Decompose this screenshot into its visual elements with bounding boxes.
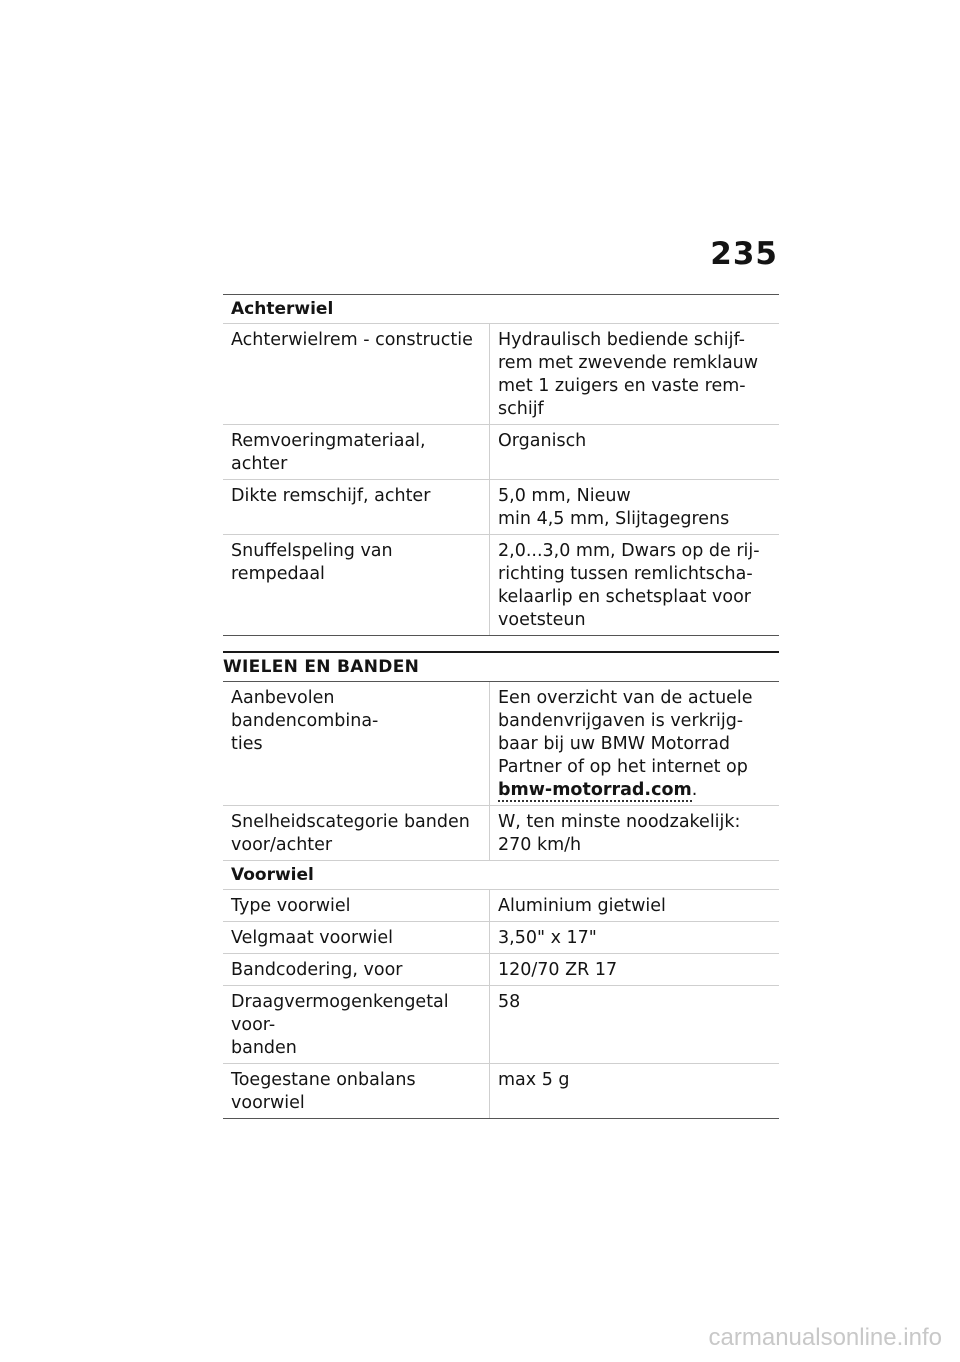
spec-value [489, 682, 779, 805]
page-number: 235 [710, 236, 778, 272]
spec-label: Snuffelspeling van rempedaal [231, 541, 393, 584]
voorwiel-heading: Voorwiel [223, 861, 779, 890]
table-row [223, 890, 779, 922]
spec-value: 2,0...3,0 mm, Dwars op de rij- richting tussen remlichtscha- kelaarlip en schetsplaat voor voetsteun [489, 535, 779, 635]
table-row [223, 986, 779, 1064]
table-row [223, 535, 779, 636]
bmw-motorrad-link[interactable]: bmw-motorrad.com [498, 780, 692, 800]
spec-value: Hydraulisch bediende schijf- rem met zwevende remklauw met 1 zuigers en vaste rem- schijf [489, 324, 779, 424]
spec-label: Bandcodering, voor [231, 960, 403, 980]
table-row [223, 425, 779, 480]
spec-label: Velgmaat voorwiel [231, 928, 394, 948]
table-row [223, 806, 779, 861]
spec-value: 3,50" x 17" [489, 922, 779, 953]
spec-label: Aanbevolen bandencombina- ties [231, 688, 379, 754]
spec-content [223, 294, 779, 1119]
link-suffix: . [691, 780, 698, 800]
spec-value: 120/70 ZR 17 [489, 954, 779, 985]
spec-label: Achterwielrem - constructie [231, 330, 473, 350]
spec-label: Draagvermogenkengetal voor- banden [231, 992, 449, 1058]
spec-value: W, ten minste noodzakelijk: 270 km/h [489, 806, 779, 860]
spec-value: 5,0 mm, Nieuw min 4,5 mm, Slijtagegrens [489, 480, 779, 534]
watermark: carmanualsonline.info [708, 1324, 942, 1351]
section-title: WIELEN EN BANDEN [223, 651, 779, 682]
spec-value-text: Een overzicht van de actuele bandenvrijgaven is verkrijg- baar bij uw BMW Motorrad Partner of op het internet op [498, 688, 753, 777]
spec-value: max 5 g [489, 1064, 779, 1118]
spec-value: Aluminium gietwiel [489, 890, 779, 921]
spec-value: Organisch [489, 425, 779, 479]
spec-label: Remvoeringmateriaal, achter [231, 431, 426, 474]
spec-label: Toegestane onbalans voorwiel [231, 1070, 416, 1113]
table-row [223, 954, 779, 986]
spec-label: Snelheidscategorie banden voor/achter [231, 812, 470, 855]
achterwiel-heading: Achterwiel [223, 294, 779, 324]
spec-value: 58 [489, 986, 779, 1063]
spec-label: Dikte remschijf, achter [231, 486, 431, 506]
table-row [223, 480, 779, 535]
table-row [223, 682, 779, 806]
spec-label: Type voorwiel [231, 896, 351, 916]
table-row [223, 1064, 779, 1119]
table-row [223, 324, 779, 425]
table-row [223, 922, 779, 954]
